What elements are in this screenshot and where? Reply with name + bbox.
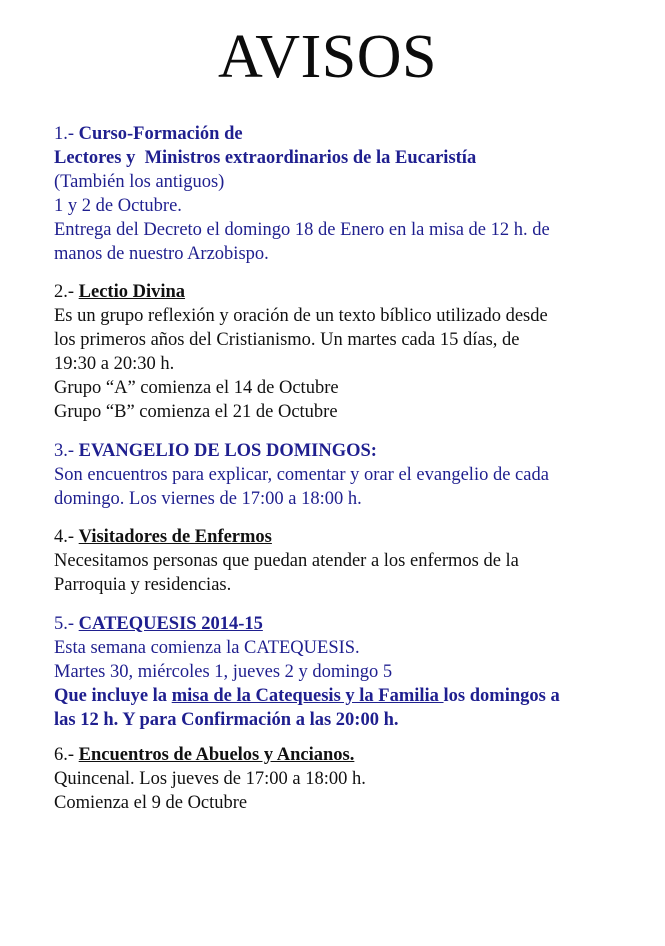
section-2-heading-line xyxy=(54,280,622,304)
section-5-line-4-emphasis: misa de la Catequesis y la Familia xyxy=(171,686,444,706)
section-spacer-3 xyxy=(54,511,622,525)
section-5-heading-text: CATEQUESIS 2014-15 xyxy=(78,614,263,634)
section-4-heading-text: Visitadores de Enfermos xyxy=(78,527,272,547)
section-5-heading-line xyxy=(54,612,622,636)
section-5-line-2: Esta semana comienza la CATEQUESIS. xyxy=(54,638,360,658)
section-4-number: 4.- xyxy=(54,527,75,547)
section-1 xyxy=(54,122,622,266)
section-spacer-5 xyxy=(54,732,622,743)
section-3-line-2: Son encuentros para explicar, comentar y orar el evangelio de cada xyxy=(54,465,549,485)
section-2-line-5: Grupo “A” comienza el 14 de Octubre xyxy=(54,378,339,398)
section-spacer-1 xyxy=(54,266,622,280)
section-2-line-6: Grupo “B” comienza el 21 de Octubre xyxy=(54,402,338,422)
section-6 xyxy=(54,743,622,815)
section-1-heading-text-1: Curso-Formación de xyxy=(78,124,243,144)
section-5 xyxy=(54,612,622,732)
section-2-line-4: 19:30 a 20:30 h. xyxy=(54,354,175,374)
section-5-line-4-part-c: los domingos a xyxy=(443,686,560,706)
section-3-heading-line xyxy=(54,439,622,463)
section-6-line-3: Comienza el 9 de Octubre xyxy=(54,793,248,813)
section-4-line-3: Parroquia y residencias. xyxy=(54,575,232,595)
section-2 xyxy=(54,280,622,424)
section-1-line-4: 1 y 2 de Octubre. xyxy=(54,196,182,216)
section-1-heading-line-2: Lectores y Ministros extraordinarios de la Eucaristía xyxy=(54,148,477,168)
section-3 xyxy=(54,439,622,511)
section-5-line-3: Martes 30, miércoles 1, jueves 2 y domingo 5 xyxy=(54,662,393,682)
section-2-number: 2.- xyxy=(54,282,75,302)
section-5-line-4 xyxy=(54,684,622,708)
section-spacer-4 xyxy=(54,597,622,612)
section-5-line-5: las 12 h. Y para Confirmación a las 20:00 h. xyxy=(54,710,399,730)
section-6-number: 6.- xyxy=(54,745,75,765)
section-1-line-6: manos de nuestro Arzobispo. xyxy=(54,244,269,264)
document-body xyxy=(54,122,622,815)
section-4-line-2: Necesitamos personas que puedan atender a los enfermos de la xyxy=(54,551,519,571)
section-4-heading-line xyxy=(54,525,622,549)
section-2-line-3: los primeros años del Cristianismo. Un martes cada 15 días, de xyxy=(54,330,520,350)
section-2-line-2: Es un grupo reflexión y oración de un texto bíblico utilizado desde xyxy=(54,306,548,326)
section-spacer-2 xyxy=(54,424,622,439)
section-1-heading-line-1 xyxy=(54,122,622,146)
section-6-heading-line xyxy=(54,743,622,767)
section-4 xyxy=(54,525,622,597)
section-6-heading-text: Encuentros de Abuelos y Ancianos. xyxy=(78,745,355,765)
section-3-number: 3.- xyxy=(54,441,75,461)
section-1-line-3: (También los antiguos) xyxy=(54,172,225,192)
page-title: AVISOS xyxy=(218,23,437,91)
section-1-line-5: Entrega del Decreto el domingo 18 de Enero en la misa de 12 h. de xyxy=(54,220,550,240)
section-5-line-4-part-a: Que incluye la xyxy=(54,686,172,706)
section-2-heading-text: Lectio Divina xyxy=(78,282,186,302)
section-3-heading-text: EVANGELIO DE LOS DOMINGOS: xyxy=(78,441,377,461)
section-5-number: 5.- xyxy=(54,614,75,634)
section-6-line-2: Quincenal. Los jueves de 17:00 a 18:00 h. xyxy=(54,769,366,789)
section-1-number: 1.- xyxy=(54,124,75,144)
section-3-line-3: domingo. Los viernes de 17:00 a 18:00 h. xyxy=(54,489,362,509)
